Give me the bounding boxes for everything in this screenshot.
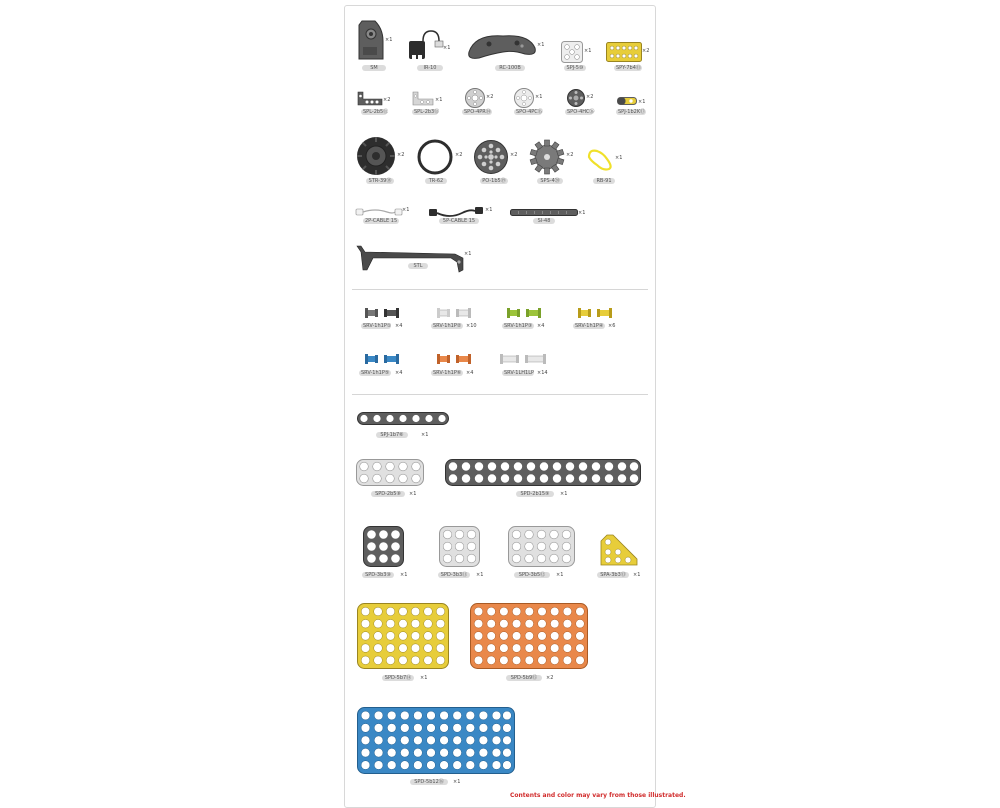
label-srv6: SRV-1h1P⑥	[433, 370, 462, 376]
rubber-band-part	[585, 147, 617, 171]
label-si: SI-48	[533, 218, 555, 224]
label-rc: RC-100B	[495, 65, 525, 71]
rivet-pair-blue	[365, 354, 399, 364]
qty-beam: ×1	[421, 432, 429, 438]
label-stl: STL	[408, 263, 428, 269]
shaft-part	[510, 209, 578, 216]
rivet-pair-light	[437, 308, 471, 318]
qty-srv2: ×10	[466, 323, 477, 329]
qty-spd215: ×1	[560, 491, 568, 497]
rubber-ring-part	[417, 139, 453, 175]
label-spl25: SPL-2b5⑫	[363, 109, 389, 115]
qty-srv1: ×4	[395, 323, 403, 329]
pulley-light-part	[514, 88, 534, 108]
footer-note: Contents and color may vary from those illustrated.	[510, 792, 686, 799]
label-spj12k: SPJ-1b2K⑰	[618, 109, 646, 115]
servo-motor-part	[357, 19, 385, 61]
qty-spo4pc: ×1	[535, 94, 543, 100]
label-srv2: SRV-1h1P②	[433, 323, 462, 329]
qty-spd33b: ×1	[476, 572, 484, 578]
label-5p: 5P-CABLE 15	[439, 218, 479, 224]
label-spd215: SPD-2b15⑨	[516, 491, 554, 497]
label-spd33b: SPD-3b3⑪	[438, 572, 470, 578]
plate-5x9-orange	[470, 603, 588, 669]
label-tr: TR-62	[425, 178, 447, 184]
label-spd35: SPD-3b5⑫	[514, 572, 550, 578]
pulley-large-part	[474, 140, 508, 174]
label-spo4pr: SPO-4PR⑭	[464, 109, 491, 115]
label-spd33a: SPD-3b3⑩	[362, 572, 394, 578]
label-sm: SM	[362, 65, 386, 71]
qty-spd512: ×1	[453, 779, 461, 785]
qty-tr: ×2	[455, 152, 463, 158]
label-spj5: SPJ-5⑩	[564, 65, 586, 71]
qty-spa33: ×1	[633, 572, 641, 578]
qty-spy: ×2	[642, 48, 650, 54]
plate-3x5-light	[508, 526, 575, 567]
qty-si: ×1	[578, 210, 586, 216]
plate-2x5-light	[356, 459, 424, 486]
beam-1x7	[357, 412, 449, 425]
label-srv5: SRV-1h1P⑤	[361, 370, 390, 376]
label-spd57: SPD-5b7⑭	[382, 675, 414, 681]
cable-5p-part	[428, 205, 484, 219]
yellow-plate-part	[606, 42, 642, 62]
label-beam: SPJ-1b7⑥	[376, 432, 408, 438]
long-link-part	[355, 244, 467, 274]
qty-spd35: ×1	[556, 572, 564, 578]
label-spo4pc: SPO-4PC⑮	[516, 109, 543, 115]
rivet-pair-yellow	[578, 308, 612, 318]
qty-str: ×2	[397, 152, 405, 158]
qty-srv4: ×6	[608, 323, 616, 329]
pulley-gray-part	[465, 88, 485, 108]
qty-spl23: ×1	[435, 97, 443, 103]
label-ir: IR-10	[417, 65, 443, 71]
qty-sm: ×1	[385, 37, 393, 43]
qty-spd59: ×2	[546, 675, 554, 681]
qty-stl: ×1	[464, 251, 472, 257]
qty-ir: ×1	[443, 45, 451, 51]
rivet-pair-orange	[437, 354, 471, 364]
label-srv4: SRV-1h1P④	[575, 323, 604, 329]
section-divider-1	[352, 289, 648, 290]
qty-5p: ×1	[485, 207, 493, 213]
label-srv3: SRV-1h1P③	[504, 323, 533, 329]
rivet-pair-long	[500, 354, 546, 364]
rivet-pair-dark	[365, 308, 399, 318]
qty-srv6: ×4	[466, 370, 474, 376]
qty-rb: ×1	[615, 155, 623, 161]
qty-rc: ×1	[537, 42, 545, 48]
remote-controller-part	[465, 30, 539, 60]
qty-spd57: ×1	[420, 675, 428, 681]
qty-po: ×2	[510, 152, 518, 158]
plate-3x3-dark	[363, 526, 404, 567]
qty-sps: ×2	[566, 152, 574, 158]
qty-srv5: ×4	[395, 370, 403, 376]
square-plate-part	[561, 41, 583, 63]
label-srv1: SRV-1h1P①	[363, 323, 392, 329]
ir-sensor-part	[407, 29, 443, 63]
hub-dark-part	[567, 89, 585, 107]
qty-srv7: ×14	[537, 370, 548, 376]
cable-2p-part	[355, 206, 403, 218]
qty-spj5: ×1	[584, 48, 592, 54]
tire-part	[356, 136, 396, 176]
section-divider-2	[352, 394, 648, 395]
plate-2x15-dark	[445, 459, 641, 486]
label-spa33: SPA-3b3⑬	[597, 572, 629, 578]
gear-part	[530, 140, 564, 174]
qty-spd33a: ×1	[400, 572, 408, 578]
qty-srv3: ×4	[537, 323, 545, 329]
triangle-plate-yellow	[599, 533, 639, 567]
label-po: PO-1b5⑲	[480, 178, 508, 184]
qty-spo4pr: ×2	[486, 94, 494, 100]
label-spo4hc: SPO-4HC⑯	[567, 109, 595, 115]
plate-3x3-light	[439, 526, 480, 567]
qty-spo4hc: ×2	[586, 94, 594, 100]
label-srv7: SRV-1LH1LP	[504, 370, 535, 376]
label-spl23: SPL-2b3⑬	[414, 109, 440, 115]
label-spd59: SPD-5b9⑮	[506, 675, 542, 681]
l-bracket-dark-part	[357, 92, 383, 106]
plate-5x12-blue	[357, 707, 515, 774]
qty-spd25: ×1	[409, 491, 417, 497]
label-spy: SPY-7b4⑪	[616, 65, 641, 71]
joint-small-part	[617, 97, 637, 105]
qty-2p: ×1	[402, 207, 410, 213]
plate-5x7-yellow	[357, 603, 449, 669]
label-sps: SPS-4⑳	[537, 178, 563, 184]
l-bracket-light-part	[412, 92, 434, 106]
label-str: STR-39⑱	[366, 178, 394, 184]
label-spd25: SPD-2b5⑧	[371, 491, 405, 497]
qty-spl25: ×2	[383, 97, 391, 103]
qty-spj12k: ×1	[638, 99, 646, 105]
label-2p: 2P-CABLE 15	[365, 218, 398, 224]
label-rb: RB-91	[593, 178, 615, 184]
label-spd512: SPD-5b12⑯	[410, 779, 448, 785]
rivet-pair-green	[507, 308, 541, 318]
parts-sheet	[344, 5, 656, 808]
